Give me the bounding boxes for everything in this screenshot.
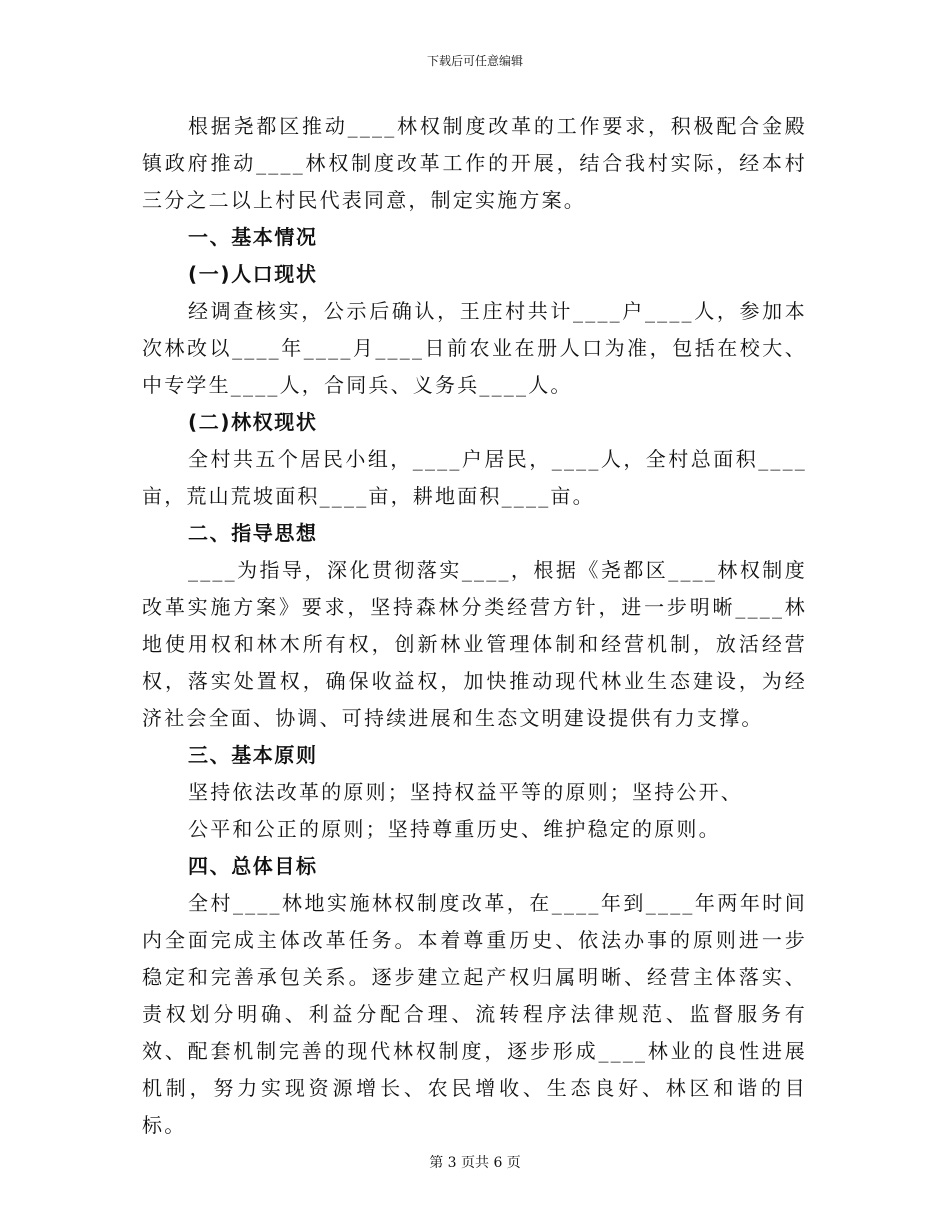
overall-goal-paragraph: 全村____林地实施林权制度改革，在____年到____年两年时间内全面完成主体改革任务。本着尊重历史、依法办事的原则进一步稳定和完善承包关系。逐步建立起产权归属明晰、经营主体落实、责权划分明确、利益分配合理、流转程序法律规范、监督服务有效、配套机制完善的现代林权制度，逐步形成____林业的良性进展机制，努力实现资源增长、农民增收、生态良好、林区和谐的目标。 — [142, 891, 807, 1137]
section-heading-overall-goal: 四、总体目标 — [188, 854, 318, 878]
principles-line-2: 公平和公正的原则；坚持尊重历史、维护稳定的原则。 — [188, 817, 721, 841]
principles-line-1: 坚持依法改革的原则；坚持权益平等的原则；坚持公开、 — [188, 780, 743, 804]
guiding-thought-paragraph: ____为指导，深化贯彻落实____，根据《尧都区____林权制度改革实施方案》要求，坚持森林分类经营方针，进一步明晰____林地使用权和林木所有权，创新林业管理体制和经营机制，放活经营权，落实处置权，确保收益权，加快推动现代林业生态建设，为经济社会全面、协调、可持续进展和生态文明建设提供有力支撑。 — [142, 558, 807, 730]
intro-paragraph: 根据尧都区推动____林权制度改革的工作要求，积极配合金殿镇政府推动____林权制度改革工作的开展，结合我村实际，经本村三分之二以上村民代表同意，制定实施方案。 — [142, 114, 807, 212]
subsection-heading-forest-rights: (二)林权现状 — [188, 410, 318, 434]
section-heading-basic-situation: 一、基本情况 — [188, 225, 318, 249]
page-header: 下载后可任意编辑 — [426, 54, 523, 68]
section-heading-guiding-thought: 二、指导思想 — [188, 521, 318, 545]
subsection-heading-population: (一)人口现状 — [188, 262, 318, 286]
population-paragraph: 经调查核实，公示后确认，王庄村共计____户____人，参加本次林改以____年____月____日前农业在册人口为准，包括在校大、中专学生____人，合同兵、义务兵____人。 — [142, 299, 807, 397]
section-heading-basic-principles: 三、基本原则 — [188, 743, 318, 767]
forest-rights-paragraph: 全村共五个居民小组，____户居民，____人，全村总面积____亩，荒山荒坡面积____亩，耕地面积____亩。 — [142, 447, 807, 508]
page-footer: 第 3 页共 6 页 — [429, 1155, 521, 1171]
document-body — [142, 108, 807, 1144]
